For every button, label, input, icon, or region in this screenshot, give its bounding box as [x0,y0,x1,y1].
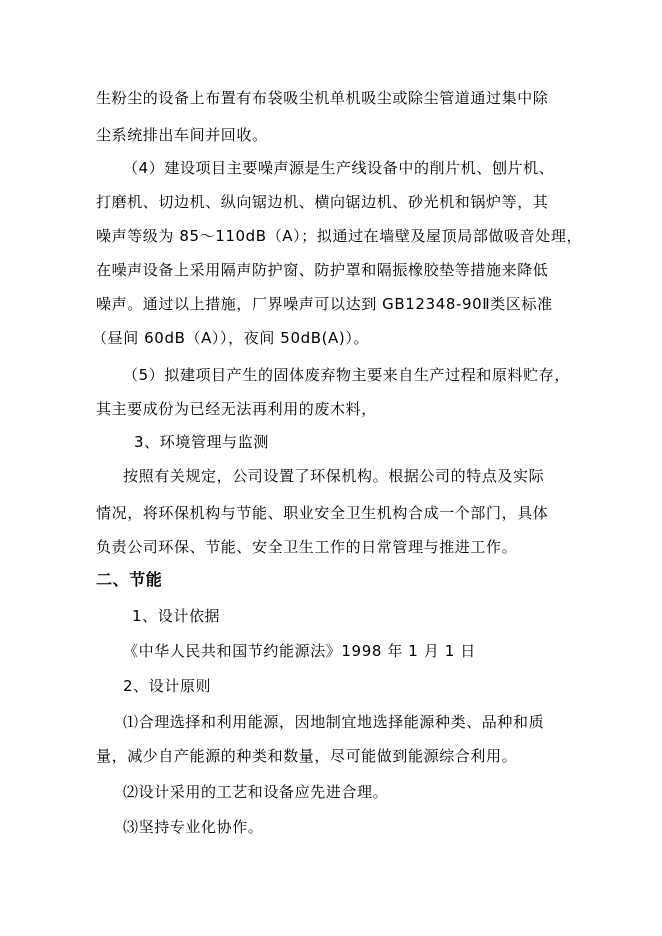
text-line: 打磨机、切边机、纵向锯边机、横向锯边机、砂光机和锅炉等，其 [96,193,549,211]
text-line: 尘系统排出车间并回收。 [96,126,268,144]
text-line: ⑶坚持专业化协作。 [123,818,264,836]
text-line: 量，减少自产能源的种类和数量，尽可能做到能源综合利用。 [96,747,518,765]
text-line: 噪声。通过以上措施，厂界噪声可以达到 GB12348-90Ⅱ类区标准 [96,295,553,313]
text-line: 情况，将环保机构与节能、职业安全卫生机构合成一个部门，具体 [96,504,549,522]
section-heading: 1、设计依据 [132,607,221,625]
section-heading: 3、环境管理与监测 [134,433,269,451]
text-line: （昼间 60dB（A）），夜间 50dB(A)）。 [92,329,370,347]
text-line: ⑵设计采用的工艺和设备应先进合理。 [123,783,389,801]
text-line: 其主要成份为已经无法再利用的废木料， [96,400,377,418]
chapter-heading: 二、节能 [96,570,163,589]
text-line: 《中华人民共和国节约能源法》1998 年 1 月 1 日 [123,642,476,660]
text-line: 生粉尘的设备上布置有布袋吸尘机单机吸尘或除尘管道通过集中除 [96,89,549,107]
text-line: 负责公司环保、节能、安全卫生工作的日常管理与推进工作。 [96,538,518,556]
text-line: 噪声等级为 85～110dB（A）；拟通过在墙壁及屋顶局部做吸音处理， [96,227,583,245]
section-heading: 2、设计原则 [123,677,212,695]
text-line: （4）建设项目主要噪声源是生产线设备中的削片机、刨片机、 [123,159,555,177]
text-line: 在噪声设备上采用隔声防护窗、防护罩和隔振橡胶垫等措施来降低 [96,261,549,279]
text-line: （5）拟建项目产生的固体废弃物主要来自生产过程和原料贮存， [123,366,570,384]
text-line: 按照有关规定，公司设置了环保机构。根据公司的特点及实际 [123,467,545,485]
text-line: ⑴合理选择和利用能源，因地制宜地选择能源种类、品种和质 [123,713,545,731]
